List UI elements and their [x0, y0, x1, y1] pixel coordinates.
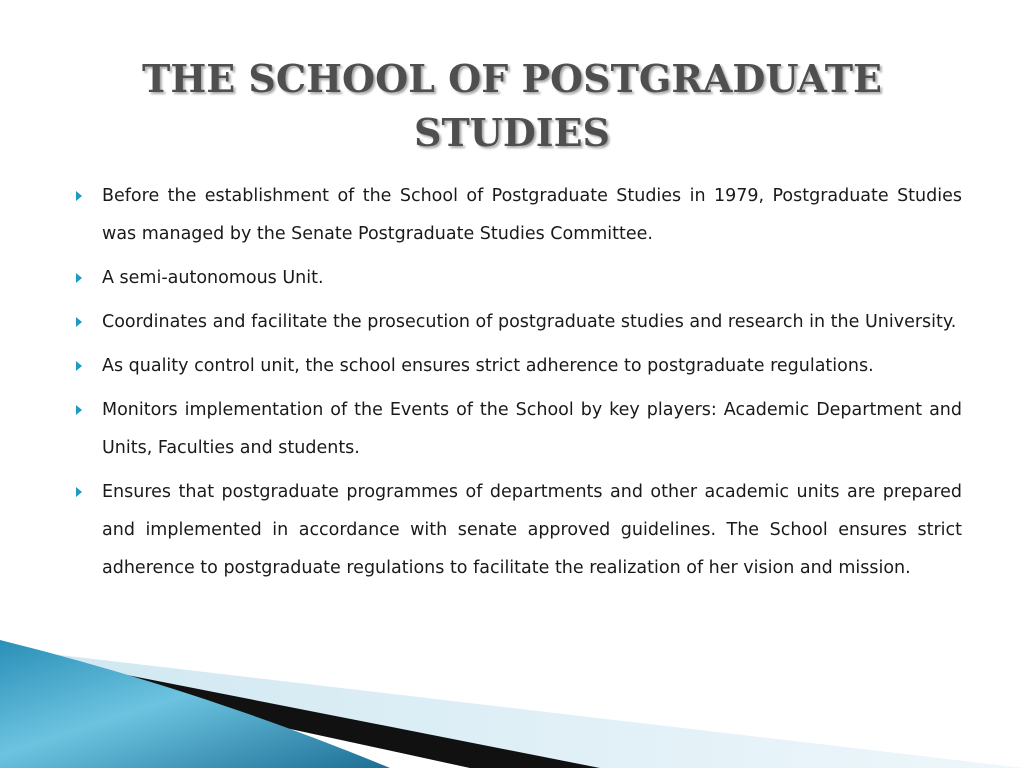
bullet-text-4: As quality control unit, the school ensures strict adherence to postgraduate regulations.: [102, 356, 874, 376]
bullet-item-3: [74, 303, 962, 341]
decorative-corner-swoosh: [0, 640, 1024, 768]
bullet-item-6: [74, 473, 962, 587]
slide-title-line-1: THE SCHOOL OF POSTGRADUATE: [142, 56, 882, 101]
bullet-text-3: Coordinates and facilitate the prosecution of postgraduate studies and research in the University.: [102, 312, 957, 332]
slide-title-line-2: STUDIES: [414, 110, 610, 155]
triangle-bullet-icon: [76, 361, 82, 371]
bullet-item-2: [74, 259, 962, 297]
bullet-text-2: A semi-autonomous Unit.: [102, 268, 324, 288]
bullet-item-4: [74, 347, 962, 385]
triangle-bullet-icon: [76, 191, 82, 201]
triangle-bullet-icon: [76, 487, 82, 497]
triangle-bullet-icon: [76, 273, 82, 283]
triangle-bullet-icon: [76, 317, 82, 327]
bullet-list: [74, 177, 962, 593]
bullet-text-6: Ensures that postgraduate programmes of departments and other academic units are prepared and implemented in accordance with senate approved guidelines. The School ensures strict adherence to postgraduate regulations to facilitate the realization of her vision and mission.: [102, 482, 962, 578]
triangle-bullet-icon: [76, 405, 82, 415]
bullet-item-1: [74, 177, 962, 253]
bullet-text-5: Monitors implementation of the Events of the School by key players: Academic Department and Units, Faculties and students.: [102, 400, 962, 458]
bullet-text-1: Before the establishment of the School of Postgraduate Studies in 1979, Postgraduate Studies was managed by the Senate Postgraduate Studies Committee.: [102, 186, 962, 244]
slide-title: [0, 52, 1024, 160]
bullet-item-5: [74, 391, 962, 467]
